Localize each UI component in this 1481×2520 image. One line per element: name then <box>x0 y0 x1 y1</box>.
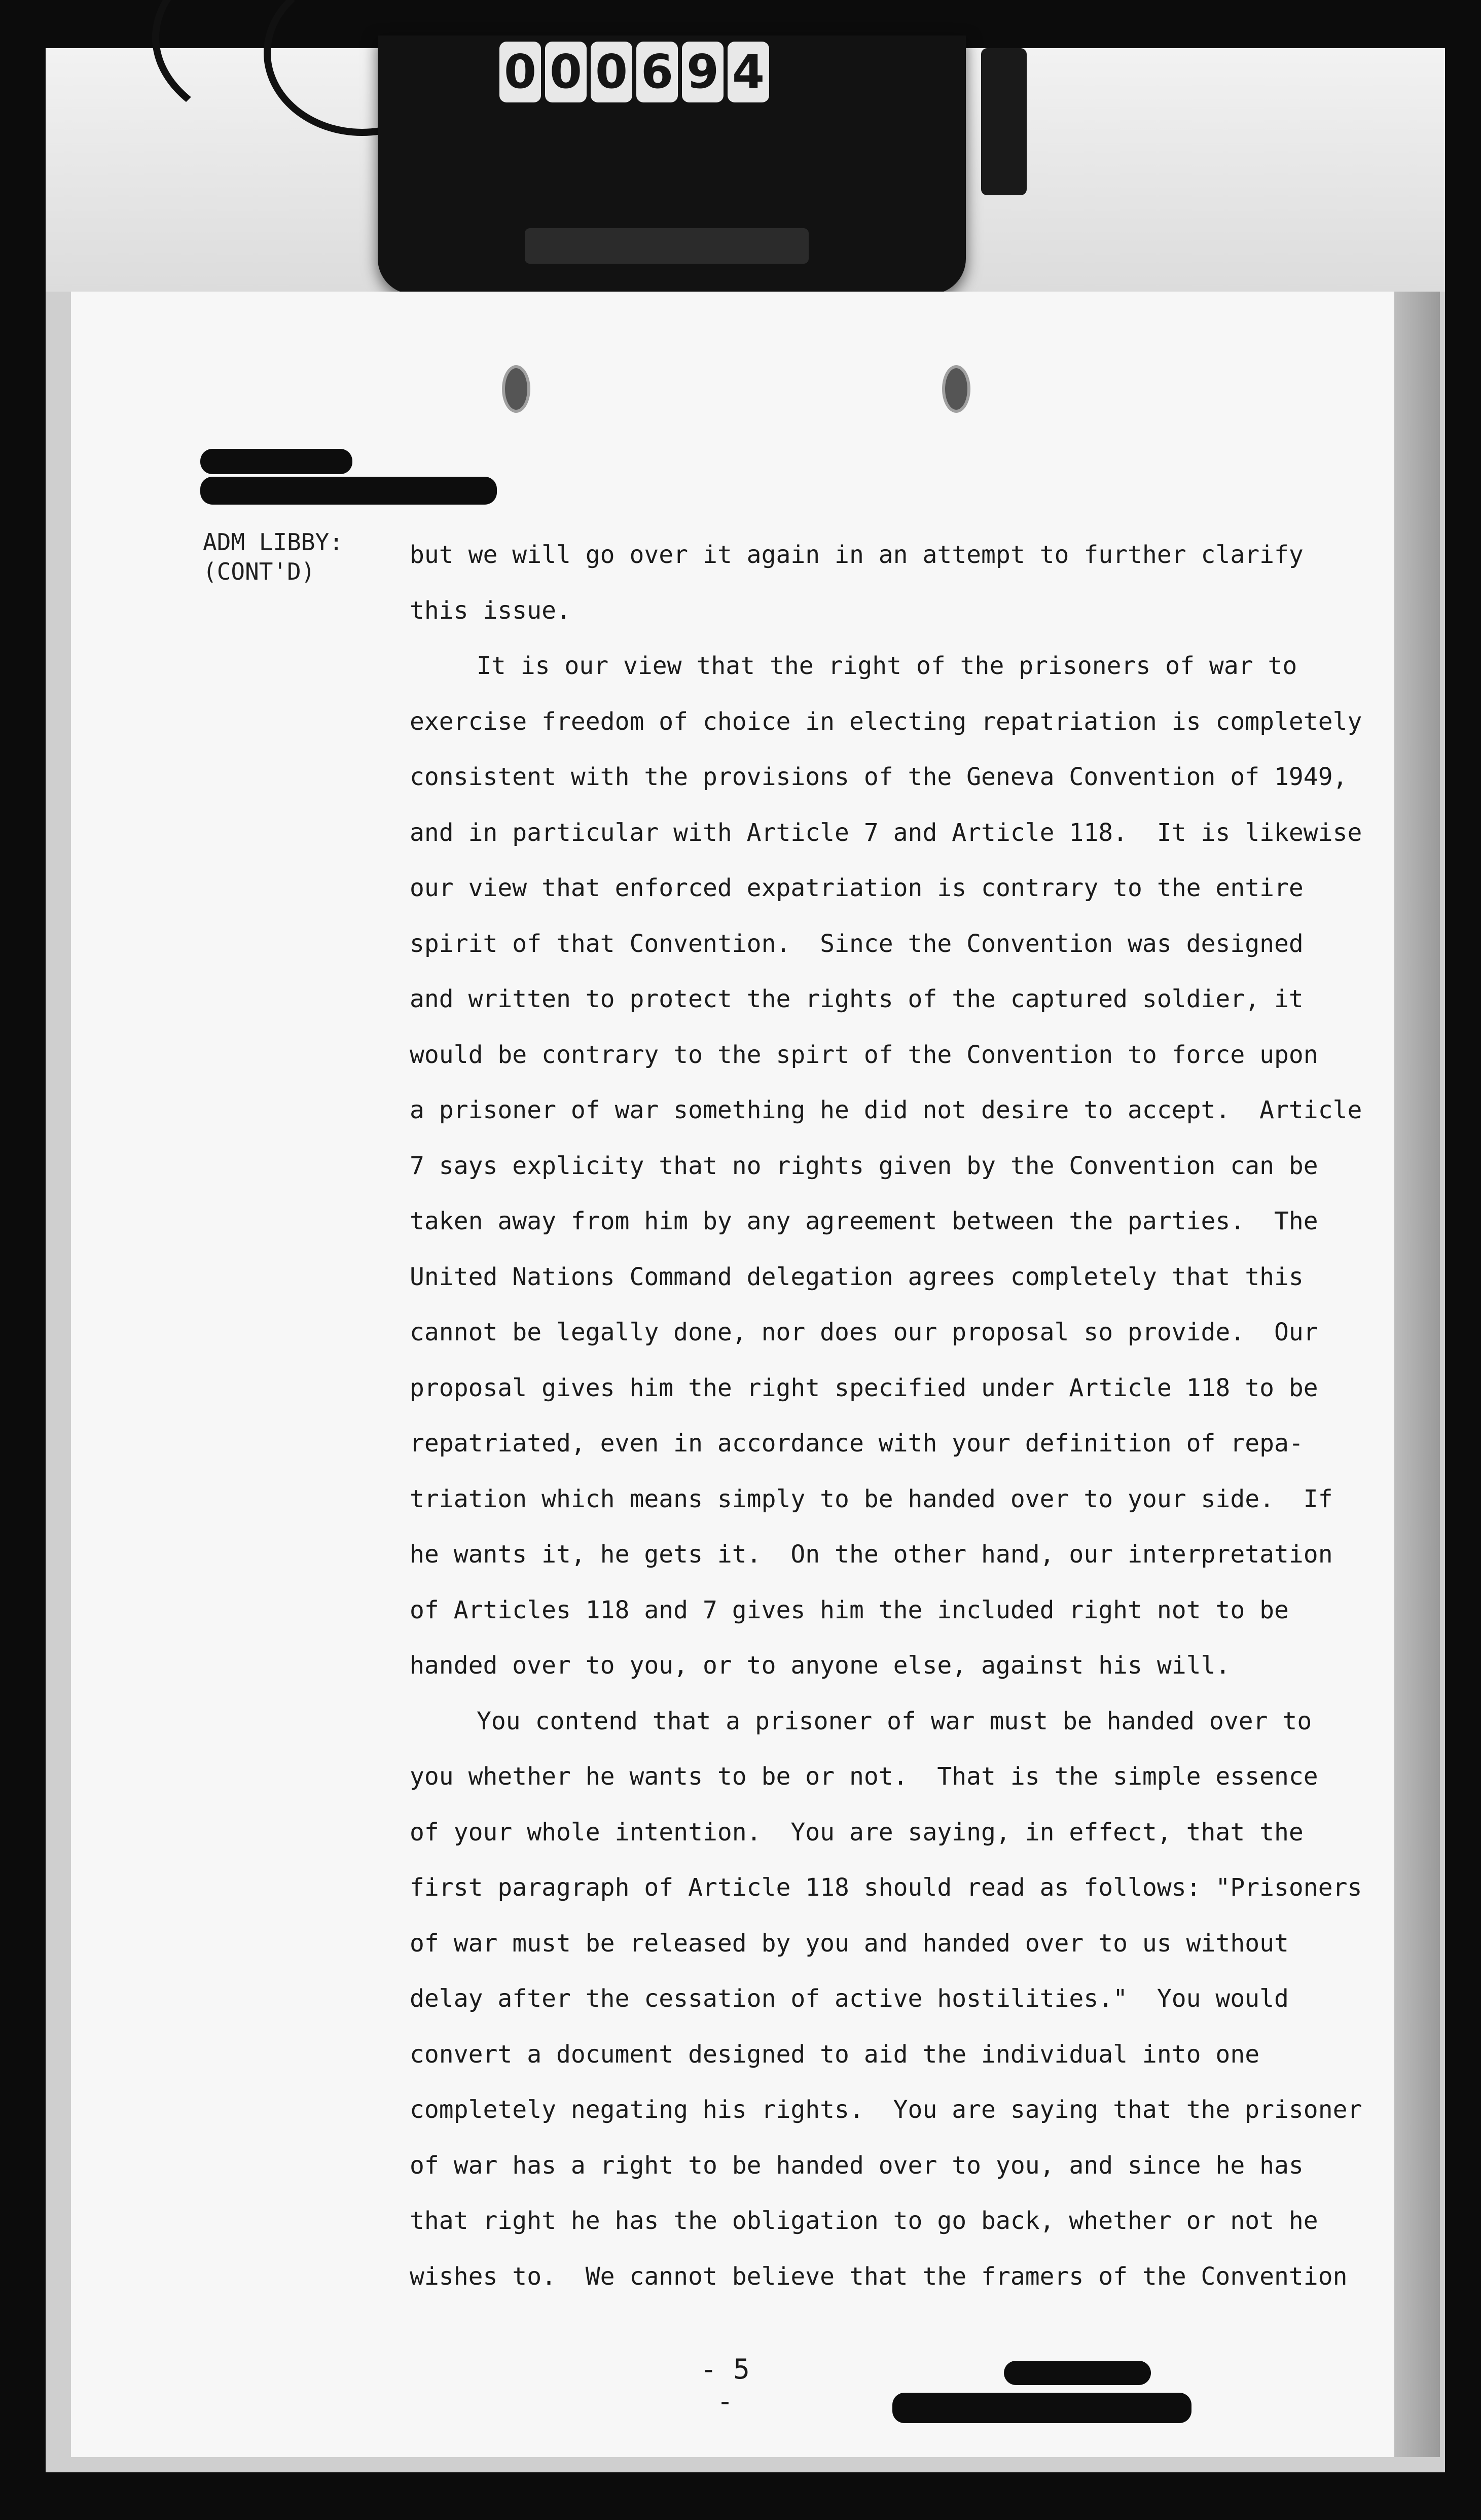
redaction-bar <box>1004 2361 1151 2385</box>
text-line: convert a document designed to aid the individual into one <box>410 2040 1260 2069</box>
counter-digit: 0 <box>499 42 541 102</box>
redaction-bar <box>892 2393 1191 2423</box>
speaker-label: ADM LIBBY: (CONT'D) <box>203 528 343 585</box>
document-body <box>410 527 1362 2304</box>
text-line: repatriated, even in accordance with your definition of repa- <box>410 1429 1304 1458</box>
text-line: completely negating his rights. You are saying that the prisoner <box>410 2096 1362 2124</box>
punch-hole-right <box>942 365 970 413</box>
text-line: that right he has the obligation to go back, whether or not he <box>410 2207 1318 2235</box>
counter-knob <box>981 48 1027 195</box>
text-line: United Nations Command delegation agrees completely that this <box>410 1262 1304 1291</box>
counter-digit: 0 <box>545 42 587 102</box>
text-line: wishes to. We cannot believe that the framers of the Convention <box>410 2262 1348 2291</box>
counter-slot <box>525 228 809 264</box>
text-line: triation which means simply to be handed over to your side. If <box>410 1484 1333 1513</box>
redaction-bar <box>200 477 497 505</box>
redaction-bar <box>200 449 352 474</box>
text-line: he wants it, he gets it. On the other hand, our interpretation <box>410 1540 1333 1569</box>
text-line: and written to protect the rights of the captured soldier, it <box>410 985 1304 1013</box>
counter-digit: 6 <box>636 42 678 102</box>
punch-hole-left <box>502 365 530 413</box>
text-line: of war must be released by you and handed over to us without <box>410 1929 1289 1958</box>
text-line: of Articles 118 and 7 gives him the included right not to be <box>410 1595 1289 1624</box>
frame-counter <box>378 36 966 294</box>
text-line: consistent with the provisions of the Geneva Convention of 1949, <box>410 763 1348 791</box>
text-line: 7 says explicity that no rights given by the Convention can be <box>410 1151 1318 1180</box>
counter-digit: 4 <box>728 42 769 102</box>
text-line: cannot be legally done, nor does our proposal so provide. Our <box>410 1318 1318 1346</box>
text-line: a prisoner of war something he did not desire to accept. Article <box>410 1096 1362 1124</box>
text-line: you whether he wants to be or not. That is the simple essence <box>410 1762 1318 1791</box>
text-line: but we will go over it again in an attempt to further clarify <box>410 541 1304 569</box>
counter-digit: 0 <box>591 42 632 102</box>
text-line: would be contrary to the spirt of the Convention to force upon <box>410 1040 1318 1069</box>
page-number: - 5 - <box>700 2353 750 2417</box>
text-line: spirit of that Convention. Since the Convention was designed <box>410 929 1304 958</box>
text-line: proposal gives him the right specified under Article 118 to be <box>410 1373 1318 1402</box>
text-line: and in particular with Article 7 and Article 118. It is likewise <box>410 818 1362 847</box>
text-line: You contend that a prisoner of war must be handed over to <box>477 1707 1312 1735</box>
text-line: this issue. <box>410 596 571 625</box>
text-line: first paragraph of Article 118 should read as follows: "Prisoners <box>410 1873 1362 1902</box>
text-line: delay after the cessation of active hostilities." You would <box>410 1984 1289 2013</box>
text-line: taken away from him by any agreement between the parties. The <box>410 1207 1318 1235</box>
text-line: handed over to you, or to anyone else, against his will. <box>410 1651 1231 1680</box>
text-line: exercise freedom of choice in electing repatriation is completely <box>410 707 1362 736</box>
text-line: our view that enforced expatriation is contrary to the entire <box>410 874 1304 902</box>
page-edge-shadow <box>1394 292 1440 2457</box>
text-line: of war has a right to be handed over to you, and since he has <box>410 2151 1304 2180</box>
frame-counter-digits <box>499 42 769 118</box>
text-line: of your whole intention. You are saying, in effect, that the <box>410 1818 1304 1847</box>
counter-digit: 9 <box>682 42 724 102</box>
text-line: It is our view that the right of the prisoners of war to <box>477 652 1297 680</box>
